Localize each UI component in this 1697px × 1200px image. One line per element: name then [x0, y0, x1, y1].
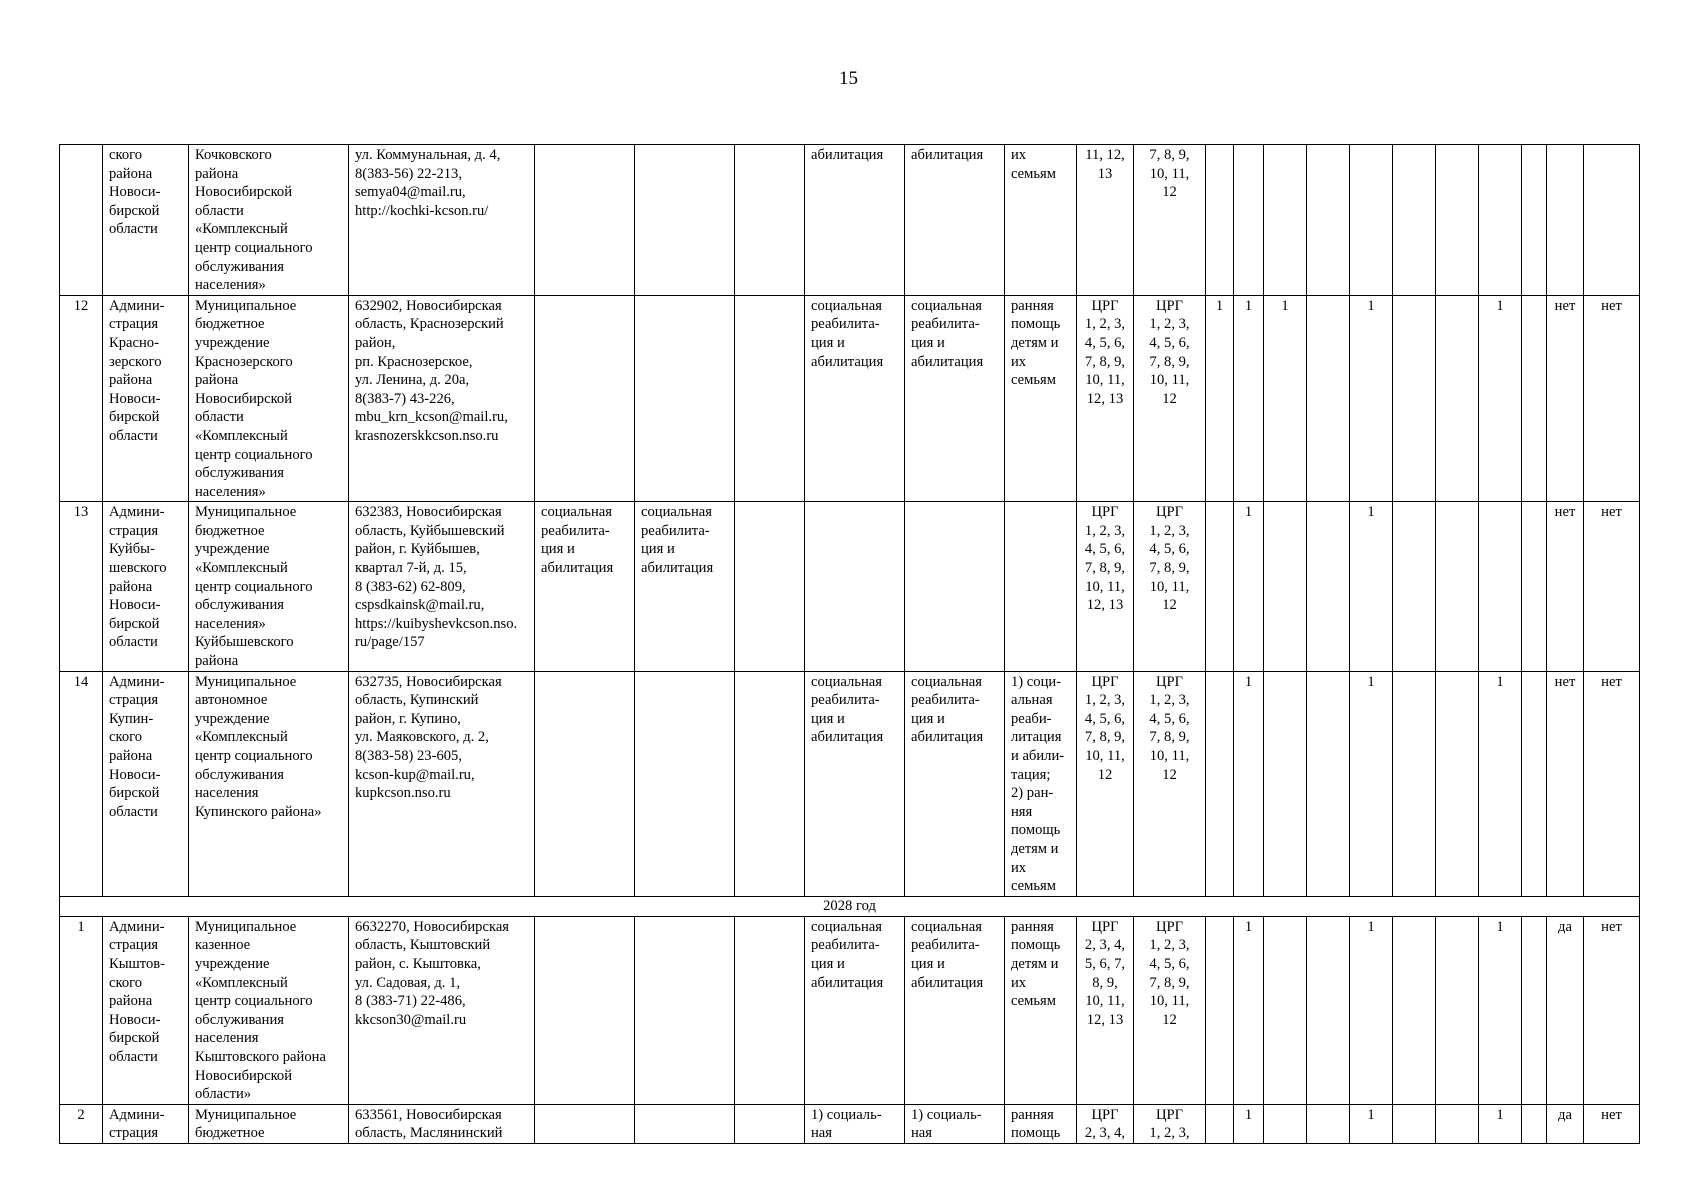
yes-no-cell: нет [1584, 671, 1640, 896]
registry-table [59, 144, 1640, 1144]
address-cell: ул. Коммунальная, д. 4, 8(383-56) 22-213, semya04@mail.ru, http://kochki-kcson.ru/ [349, 145, 535, 296]
table-cell [1307, 1104, 1350, 1143]
target-group-cell: ЦРГ 1, 2, 3, 4, 5, 6, 7, 8, 9, 10, 11, 12, 13 [1077, 295, 1134, 502]
table-cell: 1 [1234, 295, 1264, 502]
institution-cell: Кочковского района Новосибирской области «Комплексный центр социального обслуживания населения» [189, 145, 349, 296]
table-cell [1264, 145, 1307, 296]
table-cell [1393, 502, 1436, 671]
table-cell [1393, 295, 1436, 502]
table-cell [635, 145, 735, 296]
table-row [60, 1104, 1640, 1143]
table-cell: 1 [1350, 1104, 1393, 1143]
table-cell [1393, 145, 1436, 296]
table-cell [1479, 145, 1522, 296]
institution-cell: Муниципальное автономное учреждение «Комплексный центр социального обслуживания населения Купинского района» [189, 671, 349, 896]
service-cell: 1) социаль- ная [905, 1104, 1005, 1143]
table-cell [1264, 1104, 1307, 1143]
target-group-cell: ЦРГ 2, 3, 4, 5, 6, 7, 8, 9, 10, 11, 12, 13 [1077, 916, 1134, 1104]
service-cell: социальная реабилита- ция и абилитация [635, 502, 735, 671]
table-cell [1206, 145, 1234, 296]
row-number: 12 [60, 295, 103, 502]
table-cell: 1 [1350, 671, 1393, 896]
administration-cell: Админи- страция Куйбы- шевского района Новоси- бирской области [103, 502, 189, 671]
address-cell: 632383, Новосибирская область, Куйбышевский район, г. Куйбышев, квартал 7-й, д. 15, 8 (383-62) 62-809, cspsdkainsk@mail.ru, https://kuibyshevkcson.nso. ru/page/157 [349, 502, 535, 671]
table-cell: 1 [1479, 1104, 1522, 1143]
table-row [60, 916, 1640, 1104]
address-cell: 632735, Новосибирская область, Купинский район, г. Купино, ул. Маяковского, д. 2, 8(383-58) 23-605, kcson-kup@mail.ru, kupkcson.nso.ru [349, 671, 535, 896]
address-cell: 633561, Новосибирская область, Маслянинский [349, 1104, 535, 1143]
table-cell [535, 916, 635, 1104]
table-cell [1206, 502, 1234, 671]
service-cell: социальная реабилита- ция и абилитация [535, 502, 635, 671]
table-cell [735, 295, 805, 502]
table-cell [905, 502, 1005, 671]
section-row [60, 896, 1640, 916]
table-cell: 1 [1234, 916, 1264, 1104]
target-group-cell: ЦРГ 2, 3, 4, [1077, 1104, 1134, 1143]
yes-no-cell [1547, 145, 1584, 296]
row-number: 2 [60, 1104, 103, 1143]
row-number: 14 [60, 671, 103, 896]
table-cell [1307, 145, 1350, 296]
service-cell: социальная реабилита- ция и абилитация [805, 916, 905, 1104]
table-cell: 1 [1234, 1104, 1264, 1143]
institution-cell: Муниципальное бюджетное [189, 1104, 349, 1143]
table-cell [1522, 502, 1547, 671]
target-group-cell: ЦРГ 1, 2, 3, 4, 5, 6, 7, 8, 9, 10, 11, 12 [1134, 295, 1206, 502]
table-cell: 1 [1479, 295, 1522, 502]
table-cell [1522, 671, 1547, 896]
table-cell [1522, 145, 1547, 296]
table-cell [1307, 502, 1350, 671]
table-cell [535, 145, 635, 296]
table-cell: 1 [1234, 671, 1264, 896]
table-cell [635, 295, 735, 502]
yes-no-cell: нет [1584, 295, 1640, 502]
table-cell: 1 [1264, 295, 1307, 502]
table-cell [735, 145, 805, 296]
target-group-cell: ЦРГ 1, 2, 3, 4, 5, 6, 7, 8, 9, 10, 11, 12 [1134, 671, 1206, 896]
table-cell [1393, 916, 1436, 1104]
table-cell [1206, 1104, 1234, 1143]
table-cell: 1 [1479, 916, 1522, 1104]
target-group-cell: ЦРГ 1, 2, 3, [1134, 1104, 1206, 1143]
table-cell [535, 295, 635, 502]
institution-cell: Муниципальное бюджетное учреждение «Комплексный центр социального обслуживания населения» Куйбышевского района [189, 502, 349, 671]
row-number [60, 145, 103, 296]
table-cell [1436, 916, 1479, 1104]
yes-no-cell: да [1547, 916, 1584, 1104]
table-cell: 1 [1479, 671, 1522, 896]
table-cell [1393, 671, 1436, 896]
target-group-cell: ЦРГ 1, 2, 3, 4, 5, 6, 7, 8, 9, 10, 11, 12 [1134, 502, 1206, 671]
target-group-cell: ЦРГ 1, 2, 3, 4, 5, 6, 7, 8, 9, 10, 11, 12, 13 [1077, 502, 1134, 671]
yes-no-cell [1584, 145, 1640, 296]
table-cell [1307, 671, 1350, 896]
service-cell: ранняя помощь детям и их семьям [1005, 916, 1077, 1104]
table-cell [805, 502, 905, 671]
row-number: 1 [60, 916, 103, 1104]
table-cell [1307, 295, 1350, 502]
table-cell [535, 671, 635, 896]
target-group-cell: 11, 12, 13 [1077, 145, 1134, 296]
yes-no-cell: нет [1547, 295, 1584, 502]
table-cell [1206, 916, 1234, 1104]
service-cell: социальная реабилита- ция и абилитация [905, 916, 1005, 1104]
table-cell [1479, 502, 1522, 671]
table-row [60, 295, 1640, 502]
year-section-header: 2028 год [60, 896, 1640, 916]
table-cell: 1 [1350, 295, 1393, 502]
table-cell [1436, 502, 1479, 671]
row-number: 13 [60, 502, 103, 671]
service-cell: социальная реабилита- ция и абилитация [905, 295, 1005, 502]
table-cell [1264, 916, 1307, 1104]
service-cell: 1) соци- альная реаби- литация и абили- тация; 2) ран- няя помощь детям и их семьям [1005, 671, 1077, 896]
institution-cell: Муниципальное бюджетное учреждение Краснозерского района Новосибирской области «Комплексный центр социального обслуживания населения» [189, 295, 349, 502]
target-group-cell: ЦРГ 1, 2, 3, 4, 5, 6, 7, 8, 9, 10, 11, 12 [1077, 671, 1134, 896]
table-cell [1264, 671, 1307, 896]
table-cell [1005, 502, 1077, 671]
table-cell [735, 916, 805, 1104]
yes-no-cell: нет [1584, 502, 1640, 671]
table-cell: 1 [1206, 295, 1234, 502]
administration-cell: Админи- страция Кыштов- ского района Новоси- бирской области [103, 916, 189, 1104]
table-cell: 1 [1234, 502, 1264, 671]
address-cell: 6632270, Новосибирская область, Кыштовский район, с. Кыштовка, ул. Садовая, д. 1, 8 (383-71) 22-486, kkcson30@mail.ru [349, 916, 535, 1104]
table-row [60, 145, 1640, 296]
table-row [60, 502, 1640, 671]
target-group-cell: 7, 8, 9, 10, 11, 12 [1134, 145, 1206, 296]
table-cell [1436, 295, 1479, 502]
service-cell: ранняя помощь детям и их семьям [1005, 295, 1077, 502]
administration-cell: Админи- страция [103, 1104, 189, 1143]
administration-cell: Админи- страция Купин- ского района Новоси- бирской области [103, 671, 189, 896]
yes-no-cell: нет [1584, 1104, 1640, 1143]
table-cell [1393, 1104, 1436, 1143]
yes-no-cell: нет [1584, 916, 1640, 1104]
table-cell [635, 916, 735, 1104]
table-cell [1350, 145, 1393, 296]
service-cell: 1) социаль- ная [805, 1104, 905, 1143]
yes-no-cell: да [1547, 1104, 1584, 1143]
table-cell [635, 1104, 735, 1143]
administration-cell: Админи- страция Красно- зерского района Новоси- бирской области [103, 295, 189, 502]
yes-no-cell: нет [1547, 502, 1584, 671]
service-cell: абилитация [805, 145, 905, 296]
target-group-cell: ЦРГ 1, 2, 3, 4, 5, 6, 7, 8, 9, 10, 11, 12 [1134, 916, 1206, 1104]
table-cell [1522, 916, 1547, 1104]
service-cell: социальная реабилита- ция и абилитация [805, 671, 905, 896]
table-cell [1436, 1104, 1479, 1143]
table-cell [1206, 671, 1234, 896]
page-number: 15 [839, 68, 858, 89]
institution-cell: Муниципальное казенное учреждение «Комплексный центр социального обслуживания населения Кыштовского района Новосибирской области» [189, 916, 349, 1104]
table-cell [735, 1104, 805, 1143]
table-cell: 1 [1350, 502, 1393, 671]
table-cell: 1 [1350, 916, 1393, 1104]
table-cell [1522, 295, 1547, 502]
administration-cell: ского района Новоси- бирской области [103, 145, 189, 296]
table-cell [1234, 145, 1264, 296]
service-cell: ранняя помощь [1005, 1104, 1077, 1143]
table-cell [1436, 145, 1479, 296]
table-cell [735, 502, 805, 671]
table-cell [1264, 502, 1307, 671]
service-cell: их семьям [1005, 145, 1077, 296]
table-cell [635, 671, 735, 896]
service-cell: социальная реабилита- ция и абилитация [805, 295, 905, 502]
table-cell [1436, 671, 1479, 896]
table-cell [535, 1104, 635, 1143]
table-cell [735, 671, 805, 896]
table-cell [1307, 916, 1350, 1104]
table-cell [1522, 1104, 1547, 1143]
service-cell: социальная реабилита- ция и абилитация [905, 671, 1005, 896]
address-cell: 632902, Новосибирская область, Краснозерский район, рп. Краснозерское, ул. Ленина, д. 20а, 8(383-7) 43-226, mbu_krn_kcson@mail.ru, krasnozerskkcson.nso.ru [349, 295, 535, 502]
service-cell: абилитация [905, 145, 1005, 296]
yes-no-cell: нет [1547, 671, 1584, 896]
table-row [60, 671, 1640, 896]
